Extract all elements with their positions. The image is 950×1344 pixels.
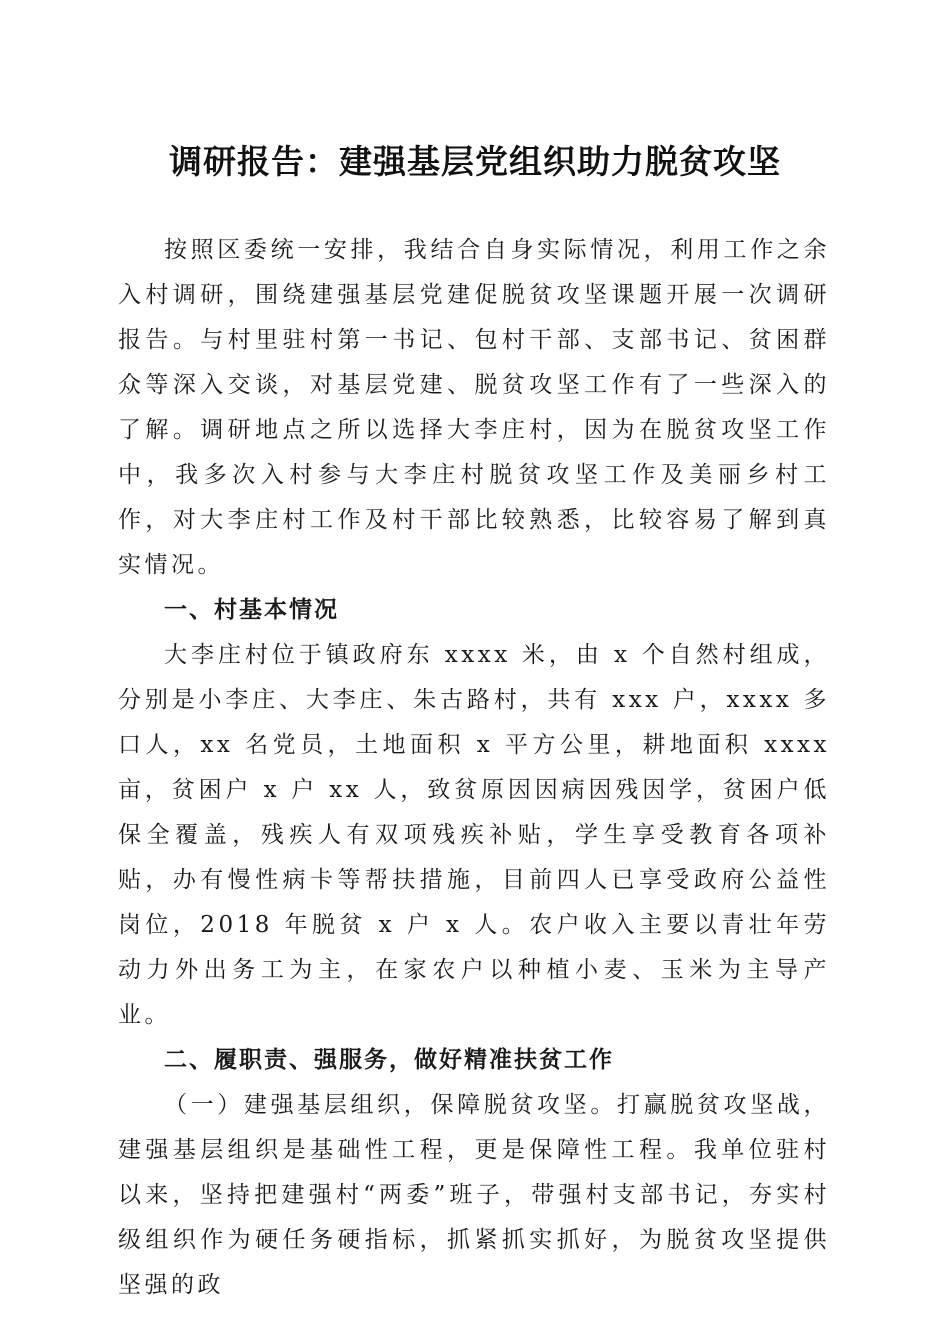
intro-paragraph: 按照区委统一安排，我结合自身实际情况，利用工作之余入村调研，围绕建强基层党建促脱贫攻坚课题开展一次调研报告。与村里驻村第一书记、包村干部、支部书记、贫困群众等深入交谈，对基层党建、脱贫攻坚工作有了一些深入的了解。调研地点之所以选择大李庄村，因为在脱贫攻坚工作中，我多次入村参与大李庄村脱贫攻坚工作及美丽乡村工作，对大李庄村工作及村干部比较熟悉，比较容易了解到真实情况。: [118, 237, 830, 578]
section-heading-1: 一、村基本情况: [164, 597, 339, 623]
document-title: 调研报告：建强基层党组织助力脱贫攻坚: [169, 142, 781, 181]
document-body: [118, 228, 830, 1308]
section-heading-2: 二、履职责、强服务，做好精准扶贫工作: [164, 1047, 614, 1073]
section-2-paragraph: （一）建强基层组织，保障脱贫攻坚。打赢脱贫攻坚战，建强基层组织是基础性工程，更是保障性工程。我单位驻村以来，坚持把建强村“两委”班子，带强村支部书记，夯实村级组织作为硬任务硬指标，抓紧抓实抓好，为脱贫攻坚提供坚强的政: [118, 1092, 830, 1298]
section-1-paragraph: 大李庄村位于镇政府东 xxxx 米，由 x 个自然村组成，分别是小李庄、大李庄、朱古路村，共有 xxx 户，xxxx 多口人，xx 名党员，土地面积 x 平方公里，耕地面积 xxxx 亩，贫困户 x 户 xx 人，致贫原因因病因残因学，贫困户低保全覆盖，残疾人有双项残疾补贴，学生享受教育各项补贴，办有慢性病卡等帮扶措施，目前四人已享受政府公益性岗位，2018 年脱贫 x 户 x 人。农户收入主要以青壮年劳动力外出务工为主，在家农户以种植小麦、玉米为主导产业。: [118, 642, 830, 1028]
